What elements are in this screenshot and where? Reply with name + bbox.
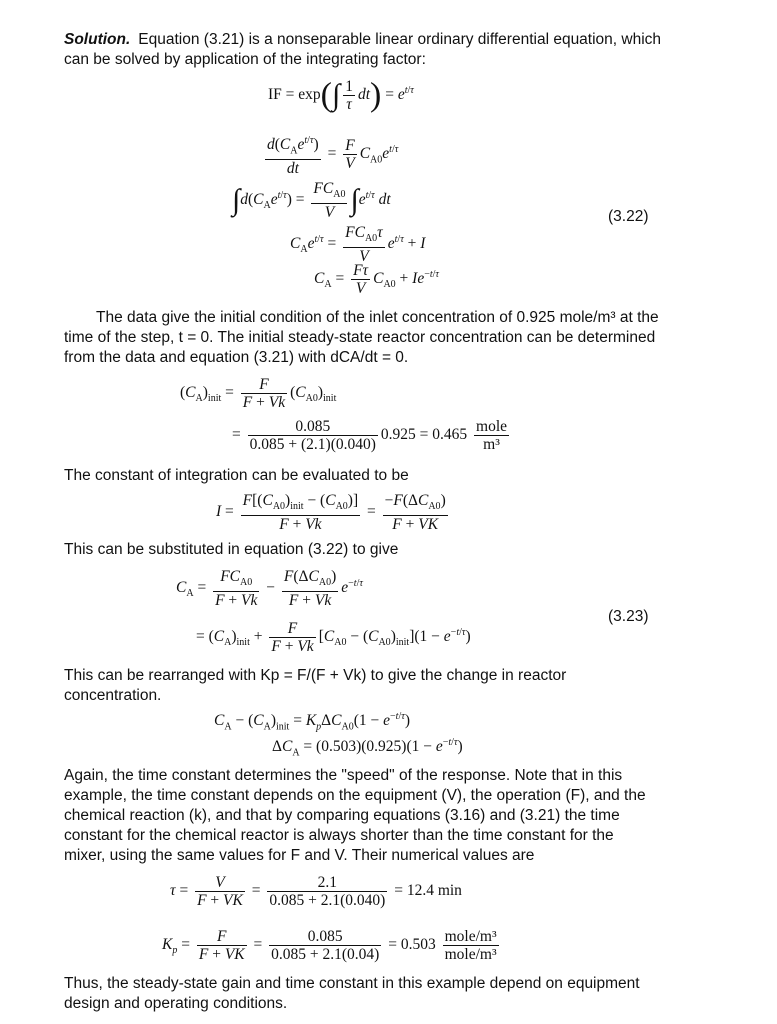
eq-number-322: (3.22) [608, 208, 649, 225]
eq-ca-init-line2: = $\frac{0.085}{0.085 + (2.1)(0.040)}$ 0.925 = 0.465 $\frac{\text{mole}}{\text{m³}}$ [232, 418, 508, 453]
conclusion-paragraph: Thus, the steady-state gain and time constant in this example depend on equipment design and operating conditions. [64, 975, 640, 1012]
eq-kp-value: $K_p$ = $\frac{F}{F + VK}$ = $\frac{0.085}{0.085 + 2.1(0.04)}$ = 0.503 $\frac{\text{mole/m³}}{\text{mole/m³}}$ [162, 928, 497, 963]
initial-condition-paragraph: The data give the initial condition of the inlet concentration of 0.925 mole/m³ at the time of the step, t = 0. The initial steady-state reactor concentration can be determined from the data and equation (3.21) with dCA/dt = 0. [64, 309, 659, 366]
eq-tau-value: τ = $\frac{V}{F + VK}$ = $\frac{2.1}{0.085 + 2.1(0.040)}$ = 12.4 min [170, 874, 462, 909]
substitute-paragraph: This can be substituted in equation (3.22) to give [64, 541, 399, 558]
kp-result: 0.503 [400, 936, 436, 954]
eq-323-line1: $C_A$ = $\frac{FC_{A0}}{F + Vk}$ − $\frac{F(\Delta C_{A0})}{F + Vk}$ $e^{-t/\tau}$ [176, 568, 363, 610]
numerator-f: 0.085 [248, 418, 378, 436]
eq-delta-ca-line1: $C_A - (C_A)_{init} = K_p\Delta C_{A0}(1 - e^{-t/\tau})$ [214, 711, 410, 733]
denominator-ca-init: 0.085 + (2.1)(0.040) [249, 436, 376, 453]
eq-323-line2: = $(C_A)_{init}$ + $\frac{F}{F + Vk}$ $[C_{A0} - (C_{A0})_{init}](1 - e^{-t/\tau})$ [196, 620, 471, 655]
eq-322-line3: $C_Ae^{t/\tau}$ = $\frac{FC_{A0}\tau}{V}$ $e^{t/\tau} + I$ [290, 224, 426, 266]
tau-result: 12.4 min [406, 882, 462, 900]
constant-paragraph: The constant of integration can be evaluated to be [64, 467, 409, 484]
eq-322-line4: $C_A$ = $\frac{F\tau}{V}$ $C_{A0} + Ie^{-t/\tau}$ [314, 262, 440, 297]
eq-number-323: (3.23) [608, 608, 649, 625]
eq-ca-init-line1: $(C_A)_{init}$ = $\frac{F}{F + Vk}$ $(C_{A0})_{init}$ [180, 376, 337, 411]
ca0-init-value: 0.925 [380, 426, 416, 444]
speed-paragraph: Again, the time constant determines the "speed" of the response. Note that in this example, the time constant depends on the equipment (V), the operation (F), and the chemical reaction (k), and that by comparing equations (3.16) and (3.21) the time constant for the chemical reactor is always shorter than the time constant for the mixer, using the same values for F and V. Their numerical values are [64, 767, 646, 864]
rearranged-paragraph: This can be rearranged with Kp = F/(F + Vk) to give the change in reactor concentration. [64, 667, 567, 704]
eq-322-line1: $\frac{d(C_Ae^{t/\tau})}{dt}$ = $\frac{F}{V}$ $C_{A0}e^{t/\tau}$ [262, 132, 398, 177]
eq-delta-ca-line2: $\Delta C_A = (0.503)(0.925)(1 - e^{-t/\tau})$ [272, 737, 463, 759]
solution-label: Solution. [64, 31, 131, 48]
eq-322-line2: $\int d(C_Ae^{t/\tau})$ = $\frac{FC_{A0}}{V}$ $\int e^{t/\tau}$ dt [232, 180, 391, 222]
intro-text: Equation (3.21) is a nonseparable linear ordinary differential equation, which can be solved by application of the integrating factor: [64, 31, 662, 68]
eq-constant-integration: I = $\frac{F[(C_{A0})_{init} - (C_{A0})]}{F + Vk}$ = $\frac{-F(\Delta C_{A0})}{F + VK}$ [216, 492, 446, 534]
ca-init-result: 0.465 [432, 426, 468, 444]
intro-paragraph [64, 30, 664, 70]
eq-integrating-factor: IF = exp(∫ $\frac{1}{\tau}$ $dt) = e^{t/\tau}$ [268, 76, 414, 114]
